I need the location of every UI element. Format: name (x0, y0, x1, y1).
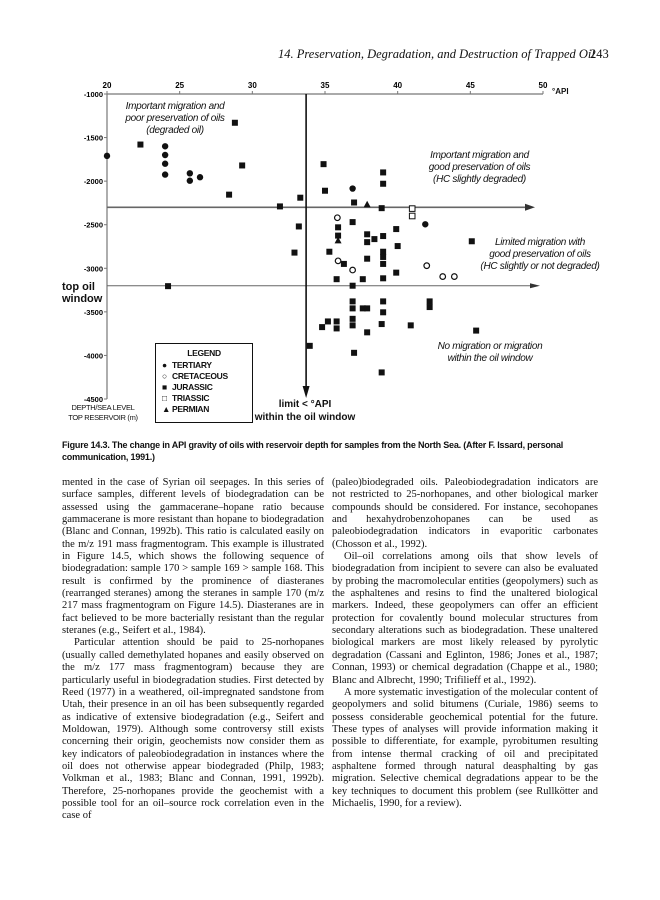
x-tick-label: 25 (175, 81, 185, 90)
cretaceous-point (440, 274, 446, 280)
tertiary-point (162, 143, 168, 149)
jurassic-point (380, 261, 386, 267)
annotation-line: No migration or migration (437, 341, 543, 352)
annotation-line: Important migration and (125, 101, 225, 112)
x-tick-label: 40 (393, 81, 403, 90)
legend-title: LEGEND (187, 348, 221, 358)
jurassic-point (350, 305, 356, 311)
body-right-column (332, 477, 598, 810)
jurassic-point (291, 250, 297, 256)
jurassic-point (408, 322, 414, 328)
jurassic-point (321, 161, 327, 167)
legend-item-tertiary (162, 360, 252, 371)
jurassic-point (427, 304, 433, 310)
jurassic-point (226, 192, 232, 198)
y-tick-label: -3500 (83, 307, 103, 317)
legend-label: TERTIARY (172, 360, 212, 370)
arrowhead (303, 386, 310, 398)
jurassic-point (334, 276, 340, 282)
jurassic-point (239, 162, 245, 168)
legend-label: CRETACEOUS (172, 371, 228, 381)
jurassic-point (307, 343, 313, 349)
limit-label-line2: within the oil window (254, 412, 356, 423)
jurassic-point (334, 325, 340, 331)
legend-label: JURASSIC (172, 382, 213, 392)
jurassic-point (380, 233, 386, 239)
annotation-line: (HC slightly or not degraded) (480, 261, 600, 272)
x-tick-label: 20 (102, 81, 112, 90)
filled-square-icon: ■ (162, 382, 167, 392)
jurassic-point (350, 298, 356, 304)
jurassic-point (380, 249, 386, 255)
annotation-line: (degraded oil) (146, 125, 204, 136)
jurassic-point (371, 236, 377, 242)
arrowhead (530, 283, 540, 288)
top-oil-label-line1: top oil (62, 281, 95, 293)
legend-label: PERMIAN (172, 404, 210, 414)
jurassic-point (364, 239, 370, 245)
scatter-chart (0, 0, 660, 440)
jurassic-point (379, 205, 385, 211)
cretaceous-point (350, 267, 356, 273)
annotation-poor-preservation (110, 101, 240, 137)
triassic-point (409, 206, 415, 212)
annotation-limited-migration (465, 237, 615, 273)
paragraph: mented in the case of Syrian oil seepages. In this series of surface samples, different levels of biodegradation can be assessed using the gammacerane–hopane ratio because gammacerane is more resistant than hopane to biodegradation (Blanc and Connan, 1992b). This ratio is calculated easily on the m/z 191 mass fragmentogram. This example is illustrated in Figure 14.5, which shows the following sequence of biodegradation: sample 170 > sample 169 > sample 168. This result is confirmed by the prominence of diasteranes (rearranged steranes) among the steranes in sample 170 (m/z 217 mass fragmentogram on Figure 14.5). Diasteranes are in fact believed to be more bacterially resistant than the regular steranes (e.g., Seifert et al., 1984). (62, 477, 324, 637)
x-tick-label: 30 (247, 81, 257, 90)
y-tick-label: -4000 (83, 351, 103, 361)
tertiary-point (162, 152, 168, 158)
jurassic-point (165, 283, 171, 289)
y-tick-label: -2000 (83, 177, 103, 187)
top-oil-label-line2: window (62, 293, 103, 305)
jurassic-point (427, 298, 433, 304)
annotation-line: Important migration and (430, 150, 529, 161)
jurassic-point (296, 223, 302, 229)
annotation-line: within the oil window (447, 353, 533, 364)
jurassic-point (297, 195, 303, 201)
jurassic-point (380, 169, 386, 175)
y-tick-label: -1000 (83, 90, 103, 99)
limit-label (245, 398, 365, 424)
jurassic-point (364, 329, 370, 335)
jurassic-point (350, 219, 356, 225)
x-tick-label: 45 (465, 81, 475, 90)
y-tick-label: -3000 (83, 264, 103, 274)
y-axis-label-line2: TOP RESERVOIR (m) (68, 412, 138, 422)
x-tick-label: 50 (538, 81, 548, 90)
jurassic-point (393, 270, 399, 276)
cretaceous-point (424, 263, 430, 269)
jurassic-point (395, 243, 401, 249)
legend-item-cretaceous (162, 371, 252, 382)
x-tick-label: 35 (320, 81, 330, 90)
chart-legend (155, 343, 253, 423)
cretaceous-point (335, 258, 341, 264)
jurassic-point (380, 309, 386, 315)
y-axis-label-line1: DEPTH/SEA LEVEL (71, 403, 135, 412)
jurassic-point (379, 321, 385, 327)
tertiary-point (422, 221, 428, 227)
annotation-line: poor preservation of oils (125, 113, 225, 124)
jurassic-point (351, 199, 357, 205)
jurassic-point (380, 298, 386, 304)
annotation-line: Limited migration with (494, 237, 586, 248)
limit-label-line1: limit < °API (278, 399, 332, 410)
tertiary-point (349, 185, 355, 191)
arrowhead (525, 204, 535, 211)
body-left-column (62, 477, 324, 823)
open-circle-icon: ○ (162, 371, 167, 381)
top-oil-window-label (62, 281, 102, 305)
tertiary-point (162, 171, 168, 177)
annotation-line: (HC slightly degraded) (433, 174, 526, 185)
jurassic-point (351, 350, 357, 356)
running-title: 14. Preservation, Degradation, and Destruction of Trapped Oil (278, 47, 595, 61)
jurassic-point (277, 203, 283, 209)
annotation-no-migration (420, 341, 560, 365)
jurassic-point (319, 324, 325, 330)
page-number: 243 (590, 47, 609, 61)
paragraph: Particular attention should be paid to 25-norhopanes (usually called demethylated hopanes and easily observed on the m/z 177 mass fragmentogram) because they are particularly useful in biodegradation studies. First detected by Reed (1977) in a weathered, oil-impregnated sandstone from Utah, their presence in an oil has been subsequently regarded as indicative of extensive biodegradation (e.g., Seifert and Moldowan, 1979). Although some controversy still exists concerning their origin, geochemists now consider them as key indicators of paleobiodegradation in instances where the oil does not otherwise appear biodegraded (Philp, 1983; Volkman et al., 1983; Blanc and Connan, 1991, 1992b). Therefore, 25-norhopanes provide the geochemist with a possible tool for an oil–source rock correlation even in the case of (62, 637, 324, 822)
legend-item-permian (162, 404, 252, 415)
tertiary-point (187, 178, 193, 184)
paragraph: (paleo)biodegraded oils. Paleobiodegradation indicators are not restricted to 25-norhopanes, and other biological marker compounds should be considered. For instance, secohopanes and hexahydrobenzohopanes can be used as paleobiodegradation indicators in evaporitic carbonates (Chosson et al., 1992). (332, 477, 598, 550)
tertiary-point (104, 153, 110, 159)
jurassic-point (360, 276, 366, 282)
open-square-icon: □ (162, 393, 167, 403)
tertiary-point (197, 174, 203, 180)
jurassic-point (364, 256, 370, 262)
jurassic-point (137, 142, 143, 148)
annotation-line: good preservation of oils (428, 162, 531, 173)
filled-triangle-icon: ▲ (162, 404, 171, 414)
jurassic-point (325, 318, 331, 324)
legend-item-triassic (162, 393, 252, 404)
legend-label: TRIASSIC (172, 393, 210, 403)
y-tick-label: -2500 (83, 220, 103, 230)
jurassic-point (473, 328, 479, 334)
cretaceous-point (335, 215, 341, 221)
paragraph: A more systematic investigation of the molecular content of geopolymers and solid bitumens (Curiale, 1986) seems to possess considerable geochemical potential for the future. These types of analyses will provide information making it possible to differentiate, for example, pyrobitumen resulting from intense thermal cracking of oil and precipitated asphaltene formed through natural deasphalting by gas migration. Selective chemical degradations appear to be the key techniques to document this problem (see Rullkötter and Michaelis, 1990, for a review). (332, 686, 598, 809)
jurassic-point (326, 249, 332, 255)
y-axis-label (58, 403, 148, 422)
paragraph: Oil–oil correlations among oils that show levels of biodegradation from incipient to severe can also be evaluated by probing the macromolecular entities (geopolymers) such as the asphaltenes and resins to find the unaltered biological markers. Indeed, these geopolymers can offer an efficient protection for covalently bound molecular structures from secondary alterations such as biodegradation. These unaltered biological markers are most likely released by pyrolytic degradation (Cassani and Eglinton, 1986; Jones et al., 1987; Connan, 1993) or chemical degradation (Chappe et al., 1980; Blanc and Albrecht, 1990; Trifilieff et al., 1992). (332, 551, 598, 686)
jurassic-point (341, 261, 347, 267)
x-axis-label: °API (552, 87, 569, 96)
jurassic-point (350, 316, 356, 322)
jurassic-point (380, 275, 386, 281)
jurassic-point (379, 369, 385, 375)
jurassic-point (334, 318, 340, 324)
triassic-point (409, 213, 415, 219)
annotation-good-preservation (412, 150, 547, 186)
y-tick-label: -4500 (83, 395, 103, 404)
cretaceous-point (452, 274, 458, 280)
jurassic-point (364, 231, 370, 237)
figure-caption: Figure 14.3. The change in API gravity of oils with reservoir depth for samples from the North Sea. (After F. Issard, personal communication, 1991.) (62, 440, 564, 462)
jurassic-point (350, 283, 356, 289)
legend-item-jurassic (162, 382, 252, 393)
jurassic-point (380, 254, 386, 260)
y-tick-label: -1500 (83, 133, 103, 143)
filled-circle-icon: ● (162, 360, 167, 370)
jurassic-point (322, 188, 328, 194)
tertiary-point (162, 161, 168, 167)
jurassic-point (393, 226, 399, 232)
jurassic-point (335, 224, 341, 230)
jurassic-point (350, 322, 356, 328)
jurassic-point (364, 305, 370, 311)
annotation-line: good preservation of oils (489, 249, 591, 260)
tertiary-point (187, 170, 193, 176)
jurassic-point (380, 181, 386, 187)
permian-point (364, 201, 371, 208)
